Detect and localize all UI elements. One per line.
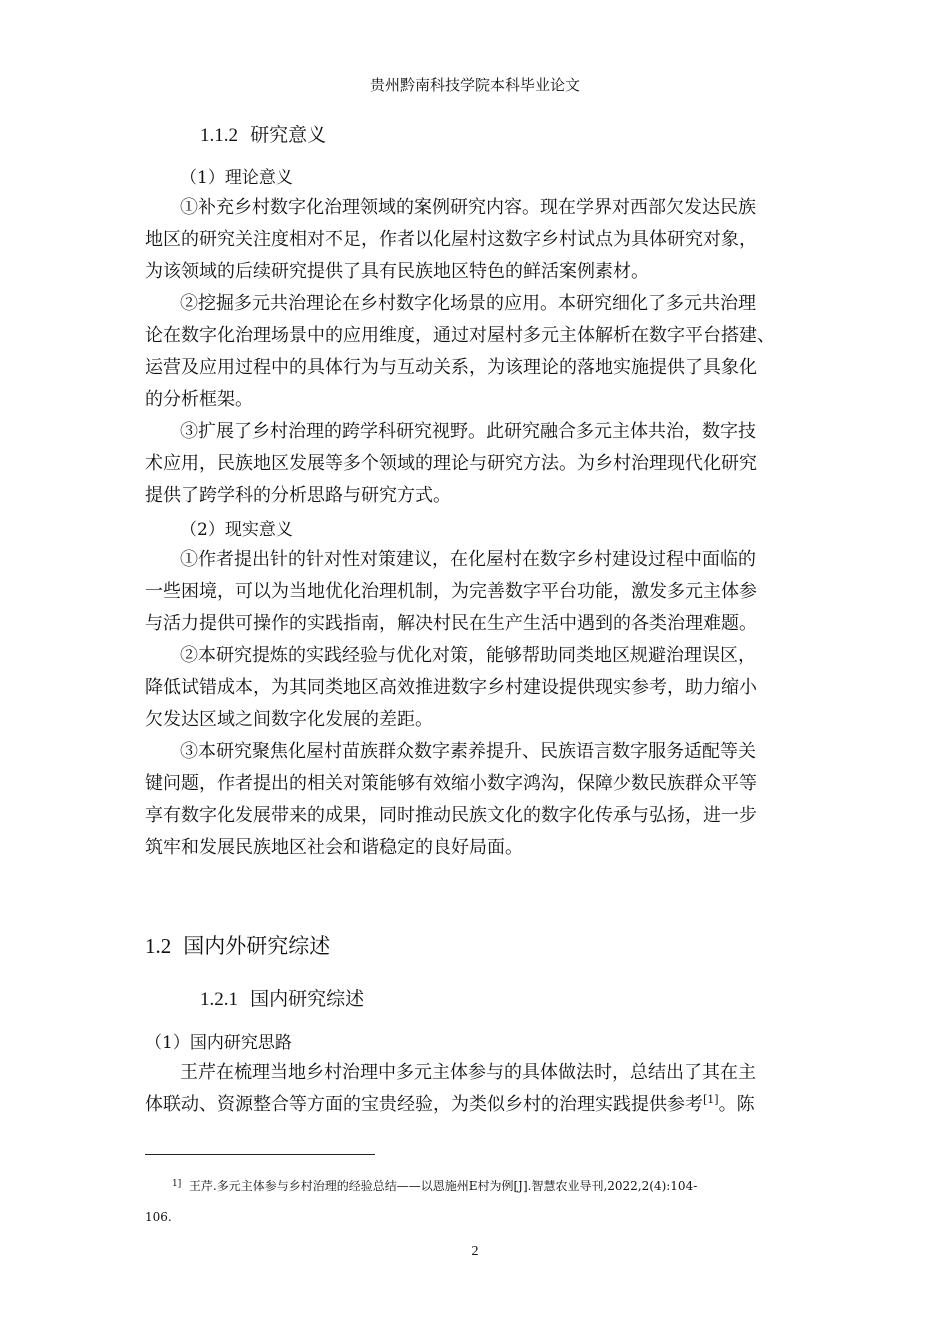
paragraph-line: [145, 1090, 755, 1116]
paragraph-text: 体联动、资源整合等方面的宝贵经验，为类似乡村的治理实践提供参考: [145, 1094, 703, 1115]
paragraph-line: ③本研究聚焦化屋村苗族群众数字素养提升、民族语言数字服务适配等关: [180, 741, 756, 762]
section-heading-1-1-2: [200, 120, 326, 147]
paragraph-line: ②挖掘多元共治理论在乡村数字化场景的应用。本研究细化了多元共治理: [180, 293, 756, 314]
paragraph-line: 降低试错成本，为其同类地区高效推进数字乡村建设提供现实参考，助力缩小: [145, 677, 757, 698]
paragraph-line: 地区的研究关注度相对不足，作者以化屋村这数字乡村试点为具体研究对象，: [145, 229, 757, 250]
section-heading-1-2-1: [200, 984, 364, 1011]
paragraph-line: ③扩展了乡村治理的跨学科研究视野。此研究融合多元主体共治，数字技: [180, 421, 756, 442]
section-number: 1.1.2: [200, 125, 238, 146]
paragraph-line: 王芹在梳理当地乡村治理中多元主体参与的具体做法时，总结出了其在主: [180, 1062, 756, 1083]
citation-link[interactable]: [1]: [703, 1093, 719, 1106]
paragraph-line: 与活力提供可操作的实践指南，解决村民在生产生活中遇到的各类治理难题。: [145, 613, 757, 634]
paragraph-line: 为该领域的后续研究提供了具有民族地区特色的鲜活案例素材。: [145, 261, 649, 282]
paragraph-line: 筑牢和发展民族地区社会和谐稳定的良好局面。: [145, 837, 523, 858]
paragraph-line: 享有数字化发展带来的成果，同时推动民族文化的数字化传承与弘扬，进一步: [145, 805, 757, 826]
paragraph-line: 一些困境，可以为当地优化治理机制，为完善数字平台功能，激发多元主体参: [145, 581, 757, 602]
paragraph-line: ①作者提出针的针对性对策建议，在化屋村在数字乡村建设过程中面临的: [180, 549, 756, 570]
paragraph-line: 提供了跨学科的分析思路与研究方式。: [145, 485, 451, 506]
section-number: 1.2.1: [200, 989, 238, 1010]
paragraph-line: 的分析框架。: [145, 389, 253, 410]
paragraph-line: ②本研究提炼的实践经验与优化对策，能够帮助同类地区规避治理误区，: [180, 645, 756, 666]
paragraph-line: 论在数字化治理场景中的应用维度，通过对屋村多元主体解析在数字平台搭建、: [145, 325, 775, 346]
paragraph-line: 运营及应用过程中的具体行为与互动关系，为该理论的落地实施提供了具象化: [145, 357, 757, 378]
footnote-continuation: 106.: [145, 1210, 172, 1224]
section-heading-1-2: [145, 930, 330, 960]
section-title: 国内外研究综述: [183, 934, 331, 958]
paragraph-line: 键问题，作者提出的相关对策能够有效缩小数字鸿沟，保障少数民族群众平等: [145, 773, 757, 794]
domestic-heading: （1）国内研究思路: [145, 1033, 292, 1053]
page-header: 贵州黔南科技学院本科毕业论文: [369, 76, 580, 94]
footnote-text: 王芹.多元主体参与乡村治理的经验总结——以恩施州E村为例[J].智慧农业导刊,2022,2(4):104-: [188, 1179, 698, 1193]
practice-heading: （2）现实意义: [180, 520, 293, 540]
section-title: 国内研究综述: [250, 988, 365, 1010]
page-number: 2: [471, 1244, 479, 1259]
paragraph-line: 术应用，民族地区发展等多个领域的理论与研究方法。为乡村治理现代化研究: [145, 453, 757, 474]
footnote-separator: [145, 1154, 375, 1155]
footnote: [172, 1177, 697, 1194]
paragraph-text: 。陈: [718, 1094, 755, 1115]
footnote-mark: 1]: [172, 1179, 182, 1189]
section-number: 1.2: [145, 934, 172, 958]
section-title: 研究意义: [250, 124, 327, 146]
theory-heading: （1）理论意义: [180, 168, 293, 188]
paragraph-line: 欠发达区域之间数字化发展的差距。: [145, 709, 433, 730]
paragraph-line: ①补充乡村数字化治理领域的案例研究内容。现在学界对西部欠发达民族: [180, 197, 756, 218]
